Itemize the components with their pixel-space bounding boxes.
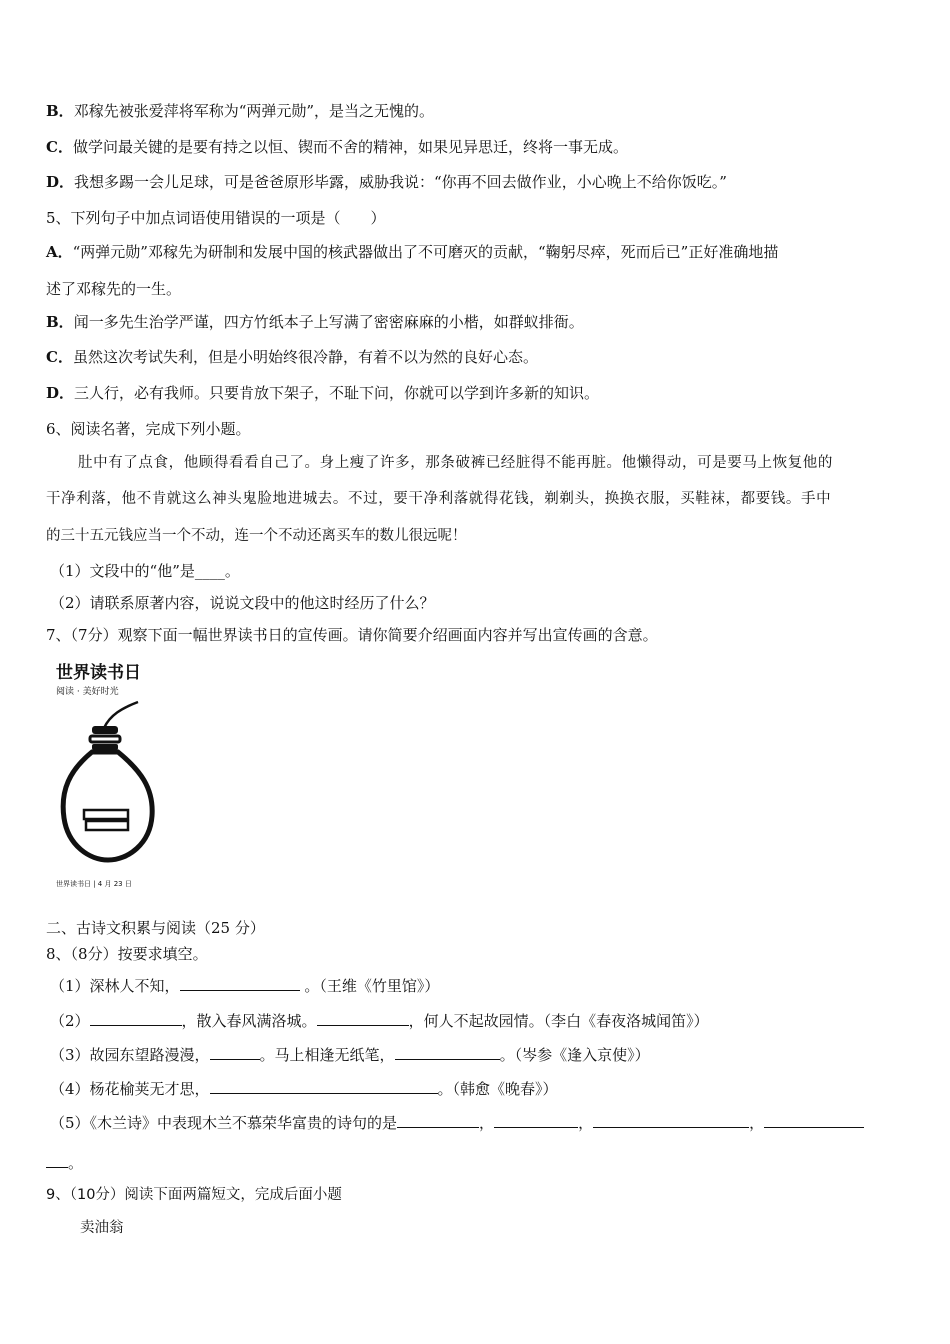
answer-blank[interactable] xyxy=(210,1078,438,1094)
answer-blank[interactable] xyxy=(395,1044,500,1060)
q5-option-a: A．“两弹元勋”邓稼先为研制和发展中国的核武器做出了不可磨灭的贡献，“鞠躬尽瘁，死而后已”正好准确地描 xyxy=(46,243,779,261)
q8-sub-3-text: （3）故园东望路漫漫， xyxy=(50,1046,210,1064)
q8-sub-4-text: （4）杨花榆荚无才思， xyxy=(50,1080,210,1098)
section-2-heading: 二、古诗文积累与阅读（25 分） xyxy=(46,919,265,937)
option-letter: D． xyxy=(46,384,75,402)
answer-blank[interactable] xyxy=(46,1152,68,1168)
q5-option-b: B．闻一多先生治学严谨，四方竹纸本子上写满了密密麻麻的小楷，如群蚁排衙。 xyxy=(46,313,584,331)
lightbulb-icon xyxy=(63,726,152,860)
q8-sub-2-source: ，何人不起故园情。（李白《春夜洛城闻笛》） xyxy=(408,1012,709,1030)
passage-line-1: 肚中有了点食，他顾得看看自己了。身上瘦了许多，那条破裤已经脏得不能再脏。他懒得动，可是要马上恢复他的 xyxy=(78,455,833,471)
question-7: 7、（7分）观察下面一幅世界读书日的宣传画。请你简要介绍画面内容并写出宣传画的含意。 xyxy=(46,626,658,644)
q6-sub-2: （2）请联系原著内容，说说文段中的他这时经历了什么？ xyxy=(50,594,435,612)
answer-blank[interactable] xyxy=(764,1112,864,1128)
line-option-c: C．做学问最关键的是要有持之以恒、锲而不舍的精神，如果见异思迁，终将一事无成。 xyxy=(46,138,628,156)
answer-blank[interactable] xyxy=(593,1112,749,1128)
q8-sub-5-end: 。 xyxy=(68,1154,84,1172)
passage-line-2: 干净利落，他不肯就这么神头鬼脸地进城去。不过，要干净利落就得花钱，剃剃头，换换衣服，买鞋袜，都要钱。手中 xyxy=(46,491,832,507)
answer-blank[interactable] xyxy=(397,1112,479,1128)
passage-line-3: 的三十五元钱应当一个不动，连一个不动还离买车的数儿很远呢！ xyxy=(46,528,467,544)
bulb-string-icon xyxy=(104,702,138,728)
poster-title: 世界读书日 xyxy=(56,663,141,683)
q8-sub-5-cont xyxy=(46,1152,83,1174)
q5-option-d: D．三人行，必有我师。只要肯放下架子，不耻下问，你就可以学到许多新的知识。 xyxy=(46,384,600,402)
line-option-b: B．邓稼先被张爱萍将军称为“两弹元勋”，是当之无愧的。 xyxy=(46,102,435,120)
world-book-day-poster xyxy=(52,660,162,890)
q8-sub-2 xyxy=(50,1010,709,1032)
q8-sub-5: （5）《木兰诗》中表现木兰不慕荣华富贵的诗句的是 ， ， ， xyxy=(50,1112,864,1134)
poster-footer: 世界读书日 | 4 月 23 日 xyxy=(56,880,132,888)
line-option-d: D．我想多踢一会儿足球，可是爸爸原形毕露，威胁我说：“你再不回去做作业，小心晚上不给你饭吃。” xyxy=(46,173,727,191)
answer-blank[interactable] xyxy=(317,1010,409,1026)
question-8: 8、（8分）按要求填空。 xyxy=(46,945,208,963)
q8-sub-1-text: （1）深林人不知， xyxy=(50,977,180,995)
q8-sub-4-source: 。（韩愈《晚春》） xyxy=(437,1080,558,1098)
q8-sub-2-text: ，散入春风满洛城。 xyxy=(181,1012,317,1030)
q5-option-a-cont: 述了邓稼先的一生。 xyxy=(46,280,182,298)
passage-title: 卖油翁 xyxy=(80,1220,124,1236)
answer-blank[interactable] xyxy=(90,1010,182,1026)
answer-blank[interactable] xyxy=(210,1044,260,1060)
option-letter: B． xyxy=(46,313,74,331)
q8-sub-2-label: （2） xyxy=(50,1012,90,1030)
option-letter: A． xyxy=(46,243,73,261)
q8-sub-1 xyxy=(50,975,439,997)
question-5: 5、下列句子中加点词语使用错误的一项是（ ） xyxy=(46,209,386,227)
question-6: 6、阅读名著，完成下列小题。 xyxy=(46,420,251,438)
option-letter: D． xyxy=(46,173,75,191)
q8-sub-4 xyxy=(50,1078,558,1100)
q8-sub-1-source: 。（王维《竹里馆》） xyxy=(304,977,440,995)
q8-sub-5-text: （5）《木兰诗》中表现木兰不慕荣华富贵的诗句的是 xyxy=(50,1114,398,1132)
option-letter: C． xyxy=(46,138,73,156)
answer-blank[interactable] xyxy=(180,975,300,991)
q8-sub-3 xyxy=(50,1044,650,1066)
option-letter: B． xyxy=(46,102,74,120)
q8-sub-3-text-2: 。马上相逢无纸笔， xyxy=(259,1046,395,1064)
question-9: 9、（10分）阅读下面两篇短文，完成后面小题 xyxy=(46,1187,342,1203)
q8-sub-3-source: 。（岑参《逢入京使》） xyxy=(499,1046,650,1064)
poster-subtitle: 阅读 · 美好时光 xyxy=(56,687,119,697)
q6-sub-1: （1）文段中的“他”是____。 xyxy=(50,562,240,580)
option-letter: C． xyxy=(46,348,73,366)
answer-blank[interactable] xyxy=(494,1112,578,1128)
q5-option-c: C．虽然这次考试失利，但是小明始终很冷静，有着不以为然的良好心态。 xyxy=(46,348,538,366)
